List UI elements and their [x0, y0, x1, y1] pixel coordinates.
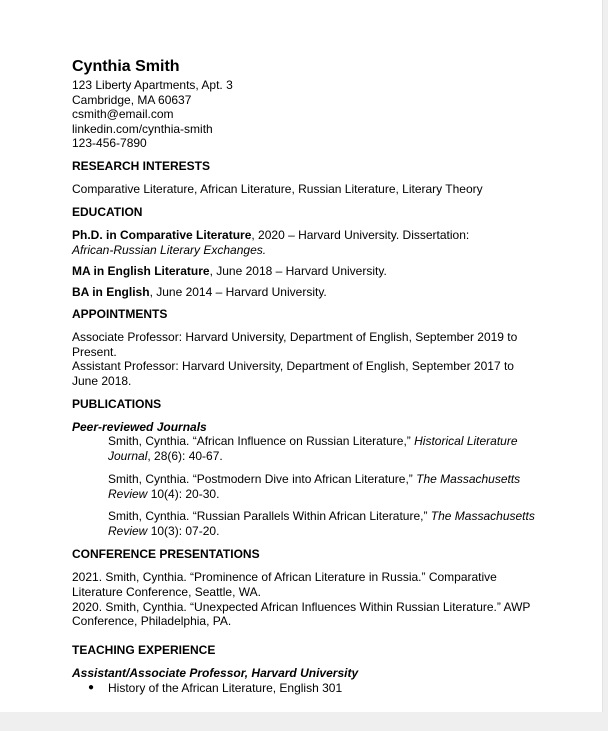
phone-text: 123-456-7890	[72, 136, 147, 150]
education-heading: EDUCATION	[72, 205, 143, 219]
publication-entry-cont	[108, 524, 219, 539]
education-item	[72, 228, 469, 243]
conference-line: 2020. Smith, Cynthia. “Unexpected African Influences Within Russian Literature.” AWP	[72, 600, 531, 614]
candidate-name: Cynthia Smith	[72, 58, 180, 75]
degree-details: , 2020 – Harvard University. Dissertation:	[251, 228, 470, 242]
linkedin-text: linkedin.com/cynthia-smith	[72, 122, 213, 136]
publication-volume: 10(3): 07-20.	[147, 524, 220, 538]
publication-citation: Smith, Cynthia. “African Influence on Russian Literature,”	[108, 434, 415, 448]
degree-title: MA in English Literature	[72, 264, 210, 278]
journal-name-cont: Review	[108, 524, 148, 538]
address-line-1: 123 Liberty Apartments, Apt. 3	[72, 78, 233, 92]
appointment-line: Associate Professor: Harvard University, Department of English, September 2019 to	[72, 330, 518, 344]
publication-volume: 10(4): 20-30.	[147, 487, 220, 501]
conference-line: 2021. Smith, Cynthia. “Prominence of African Literature in Russia.” Comparative	[72, 570, 497, 584]
publications-heading: PUBLICATIONS	[72, 397, 162, 411]
degree-details: , June 2018 – Harvard University.	[209, 264, 387, 278]
email-text: csmith@email.com	[72, 107, 174, 121]
research-interests-heading: RESEARCH INTERESTS	[72, 159, 211, 173]
education-item	[72, 264, 387, 279]
conference-line: Literature Conference, Seattle, WA.	[72, 585, 261, 599]
publication-citation: Smith, Cynthia. “Postmodern Dive into African Literature,”	[108, 472, 417, 486]
conference-line: Conference, Philadelphia, PA.	[72, 614, 232, 628]
bullet-icon: ●	[88, 682, 95, 693]
degree-title: BA in English	[72, 285, 150, 299]
appointment-line: June 2018.	[72, 374, 132, 388]
teaching-heading: TEACHING EXPERIENCE	[72, 643, 216, 657]
dissertation-title: African-Russian Literary Exchanges.	[72, 243, 267, 257]
publication-entry	[108, 472, 520, 487]
journal-name: Historical Literature	[414, 434, 518, 448]
publications-subheading: Peer-reviewed Journals	[72, 420, 207, 434]
publication-entry	[108, 434, 518, 449]
research-interests-text: Comparative Literature, African Literature, Russian Literature, Literary Theory	[72, 182, 483, 196]
publication-entry	[108, 509, 535, 524]
appointment-line: Present.	[72, 345, 117, 359]
appointment-line: Assistant Professor: Harvard University, Department of English, September 2017 to	[72, 359, 514, 373]
publication-citation: Smith, Cynthia. “Russian Parallels Within African Literature,”	[108, 509, 431, 523]
journal-name: The Massachusetts	[416, 472, 521, 486]
degree-details: , June 2014 – Harvard University.	[149, 285, 327, 299]
journal-name: The Massachusetts	[430, 509, 535, 523]
address-line-2: Cambridge, MA 60637	[72, 93, 192, 107]
appointments-heading: APPOINTMENTS	[72, 307, 168, 321]
journal-name-cont: Journal	[108, 449, 148, 463]
degree-title: Ph.D. in Comparative Literature	[72, 228, 252, 242]
teaching-role: Assistant/Associate Professor, Harvard University	[72, 666, 359, 680]
publication-entry-cont	[108, 449, 223, 464]
education-item	[72, 285, 327, 300]
journal-name-cont: Review	[108, 487, 148, 501]
conferences-heading: CONFERENCE PRESENTATIONS	[72, 547, 260, 561]
publication-entry-cont	[108, 487, 219, 502]
publication-volume: , 28(6): 40-67.	[147, 449, 223, 463]
course-item: History of the African Literature, English 301	[108, 681, 343, 695]
